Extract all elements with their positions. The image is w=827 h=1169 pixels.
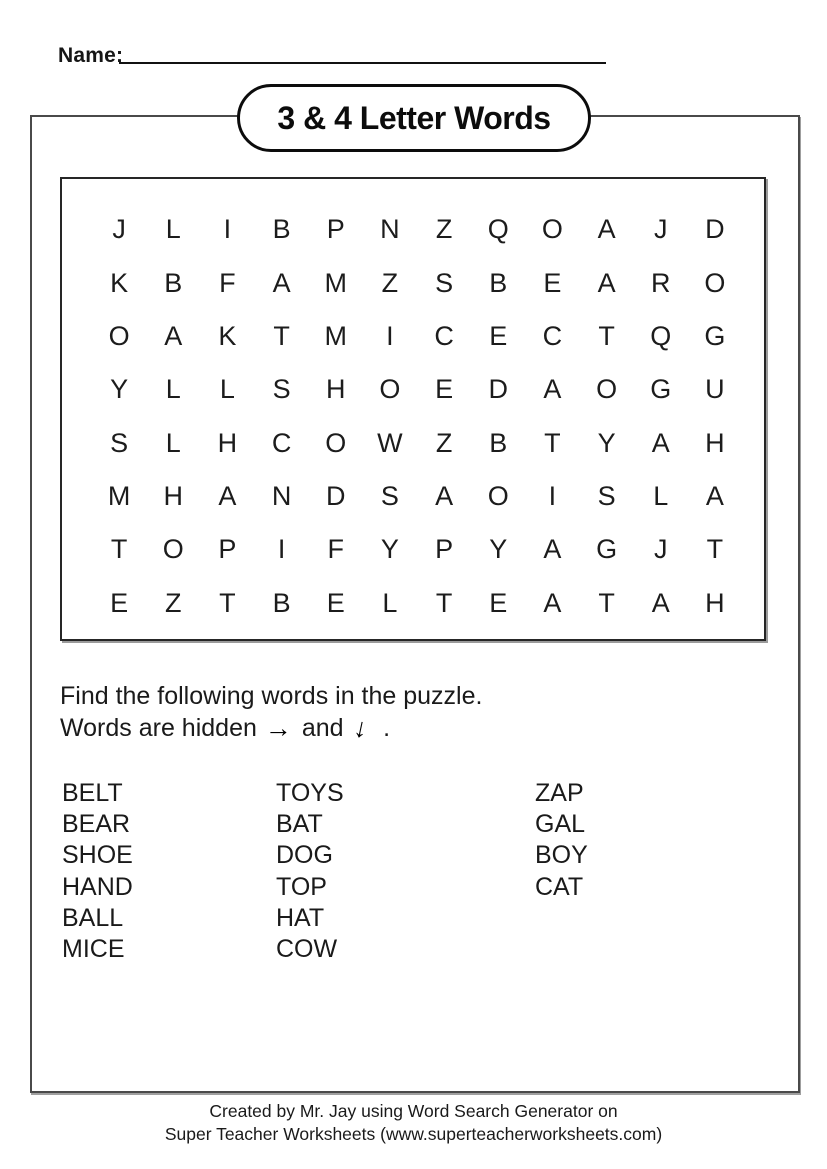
grid-letter-r5c6: W bbox=[377, 427, 403, 458]
word-shoe: SHOE bbox=[62, 841, 133, 870]
grid-letter-r5c1: S bbox=[110, 427, 129, 458]
instructions-line1: Find the following words in the puzzle. bbox=[60, 682, 483, 710]
grid-letter-r1c10: A bbox=[597, 214, 616, 245]
grid-letter-r7c4: I bbox=[277, 534, 286, 565]
grid-letter-r8c12: H bbox=[705, 587, 725, 618]
grid-letter-r4c8: D bbox=[488, 374, 508, 405]
grid-letter-r4c6: O bbox=[379, 374, 401, 405]
grid-letter-r2c11: R bbox=[650, 267, 671, 298]
grid-letter-r7c11: J bbox=[653, 534, 668, 565]
grid-letter-r7c12: T bbox=[706, 534, 724, 565]
grid-letter-r1c2: L bbox=[165, 214, 181, 245]
grid-letter-r3c4: T bbox=[273, 320, 290, 351]
instructions-line2-prefix: Words are hidden bbox=[60, 713, 257, 742]
grid-letter-r2c8: B bbox=[489, 267, 508, 298]
grid-letter-r4c12: U bbox=[705, 374, 725, 405]
grid-letter-r3c1: O bbox=[108, 320, 130, 351]
right-arrow-icon: → bbox=[264, 712, 292, 743]
grid-letter-r1c8: Q bbox=[487, 214, 509, 245]
name-label: Name: bbox=[58, 44, 124, 67]
word-cow: COW bbox=[276, 935, 338, 964]
grid-letter-r6c9: I bbox=[548, 481, 557, 512]
grid-letter-r6c7: A bbox=[435, 481, 454, 512]
grid-letter-r8c4: B bbox=[272, 587, 291, 618]
puzzle-title-pill bbox=[237, 84, 591, 152]
grid-letter-r2c5: M bbox=[324, 267, 347, 298]
grid-letter-r3c10: T bbox=[598, 320, 615, 351]
grid-letter-r5c11: A bbox=[651, 427, 670, 458]
word-cat: CAT bbox=[535, 872, 584, 901]
grid-letter-r2c1: K bbox=[110, 267, 129, 298]
grid-letter-r4c5: H bbox=[325, 374, 346, 405]
grid-letter-r4c1: Y bbox=[110, 374, 129, 405]
grid-letter-r5c9: T bbox=[544, 427, 561, 458]
grid-letter-r1c5: P bbox=[326, 214, 345, 245]
grid-letter-r5c10: Y bbox=[597, 427, 616, 458]
grid-letter-r1c7: Z bbox=[435, 214, 453, 245]
grid-letter-r4c9: A bbox=[543, 374, 562, 405]
grid-letter-r2c9: E bbox=[543, 267, 562, 298]
grid-letter-r7c2: O bbox=[162, 534, 184, 565]
word-zap: ZAP bbox=[535, 779, 584, 807]
grid-letter-r8c3: T bbox=[219, 587, 236, 618]
grid-letter-r8c2: Z bbox=[164, 587, 182, 618]
word-belt: BELT bbox=[62, 779, 123, 807]
grid-letter-r6c3: A bbox=[218, 481, 237, 512]
grid-letter-r1c4: B bbox=[272, 214, 291, 245]
grid-letter-r6c1: M bbox=[107, 481, 131, 512]
grid-letter-r8c10: T bbox=[598, 587, 615, 618]
grid-letter-r2c6: Z bbox=[381, 267, 399, 298]
grid-letter-r7c10: G bbox=[596, 534, 618, 565]
grid-letter-r2c4: A bbox=[272, 267, 291, 298]
grid-letter-r6c10: S bbox=[597, 481, 616, 512]
grid-letter-r7c1: T bbox=[110, 534, 128, 565]
grid-letter-r6c6: S bbox=[380, 481, 399, 512]
grid-letter-r8c7: T bbox=[435, 587, 453, 618]
grid-letter-r5c12: H bbox=[705, 427, 725, 458]
word-bat: BAT bbox=[276, 810, 323, 839]
down-arrow-icon: ↓ bbox=[350, 711, 371, 744]
grid-letter-r8c5: E bbox=[326, 587, 345, 618]
grid-letter-r3c7: C bbox=[434, 320, 454, 351]
grid-letter-r3c9: C bbox=[542, 320, 563, 351]
word-top: TOP bbox=[276, 872, 327, 901]
grid-letter-r8c6: L bbox=[382, 587, 398, 618]
word-mice: MICE bbox=[62, 935, 125, 964]
grid-letter-r7c8: Y bbox=[489, 534, 508, 565]
word-bear: BEAR bbox=[62, 810, 131, 839]
instructions-line2 bbox=[60, 713, 482, 745]
grid-letter-r6c2: H bbox=[163, 481, 183, 512]
instructions-period: . bbox=[383, 713, 391, 742]
grid-letter-r2c7: S bbox=[435, 267, 454, 298]
grid-letter-r2c2: B bbox=[164, 267, 183, 298]
grid-letter-r3c11: Q bbox=[650, 320, 672, 351]
footer-credit bbox=[0, 1100, 827, 1145]
grid-letter-r6c12: A bbox=[705, 481, 724, 512]
grid-letter-r4c3: L bbox=[219, 374, 235, 405]
grid-letter-r3c5: M bbox=[324, 320, 347, 351]
grid-letter-r7c7: P bbox=[435, 534, 454, 565]
word-dog: DOG bbox=[276, 841, 333, 870]
grid-letter-r3c6: I bbox=[386, 320, 394, 351]
word-list-column-1 bbox=[62, 778, 133, 965]
name-fill-in-line bbox=[119, 46, 606, 64]
grid-letter-r1c9: O bbox=[541, 214, 563, 245]
grid-letter-r5c3: H bbox=[217, 427, 238, 458]
grid-letter-r1c12: D bbox=[705, 214, 725, 245]
grid-letter-r6c5: D bbox=[325, 481, 346, 512]
instructions-and: and bbox=[301, 713, 344, 742]
grid-letter-r1c11: J bbox=[653, 214, 668, 245]
grid-letter-r3c3: K bbox=[218, 320, 237, 351]
footer-line2: Super Teacher Worksheets (www.superteacherworksheets.com) bbox=[164, 1123, 663, 1144]
word-list bbox=[0, 778, 827, 963]
grid-letter-r6c8: O bbox=[487, 481, 509, 512]
word-hand: HAND bbox=[62, 872, 133, 901]
grid-letter-r7c5: F bbox=[327, 534, 344, 565]
grid-letter-r6c11: L bbox=[653, 481, 669, 512]
grid-letter-r8c9: A bbox=[543, 587, 562, 618]
grid-letter-r3c8: E bbox=[489, 320, 508, 351]
grid-letter-r3c2: A bbox=[164, 320, 183, 351]
grid-letter-r8c8: E bbox=[489, 587, 508, 618]
grid-letter-r1c3: I bbox=[223, 214, 232, 245]
grid-letter-r1c1: J bbox=[112, 214, 126, 245]
word-ball: BALL bbox=[62, 903, 124, 932]
grid-letter-r5c2: L bbox=[165, 427, 181, 458]
puzzle-letter-grid bbox=[92, 203, 742, 630]
grid-letter-r8c1: E bbox=[110, 587, 129, 618]
grid-letter-r2c10: A bbox=[597, 267, 616, 298]
grid-letter-r4c10: O bbox=[596, 374, 618, 405]
grid-letter-r7c6: Y bbox=[380, 534, 399, 565]
grid-letter-r5c7: Z bbox=[435, 427, 453, 458]
grid-letter-r2c12: O bbox=[704, 267, 726, 298]
grid-letter-r2c3: F bbox=[219, 267, 236, 298]
grid-letter-r6c4: N bbox=[271, 481, 292, 512]
grid-letter-r7c9: A bbox=[543, 534, 562, 565]
word-toys: TOYS bbox=[276, 779, 344, 807]
grid-letter-r4c7: E bbox=[435, 374, 454, 405]
puzzle-title: 3 & 4 Letter Words bbox=[277, 99, 551, 136]
grid-letter-r1c6: N bbox=[380, 214, 400, 245]
word-list-column-2 bbox=[276, 778, 344, 965]
grid-letter-r5c5: O bbox=[325, 427, 347, 458]
grid-letter-r4c2: L bbox=[165, 374, 181, 405]
instructions bbox=[60, 681, 482, 744]
grid-letter-r8c11: A bbox=[651, 587, 670, 618]
grid-letter-r5c4: C bbox=[271, 427, 292, 458]
grid-letter-r4c4: S bbox=[272, 374, 291, 405]
puzzle-grid-box bbox=[60, 177, 766, 641]
word-list-column-3 bbox=[535, 778, 588, 903]
grid-letter-r3c12: G bbox=[704, 320, 726, 351]
grid-letter-r4c11: G bbox=[650, 374, 672, 405]
word-boy: BOY bbox=[535, 841, 588, 870]
word-gal: GAL bbox=[535, 810, 586, 839]
footer-line1: Created by Mr. Jay using Word Search Generator on bbox=[209, 1101, 618, 1121]
grid-letter-r7c3: P bbox=[218, 534, 237, 565]
word-hat: HAT bbox=[276, 903, 325, 932]
grid-letter-r5c8: B bbox=[489, 427, 508, 458]
